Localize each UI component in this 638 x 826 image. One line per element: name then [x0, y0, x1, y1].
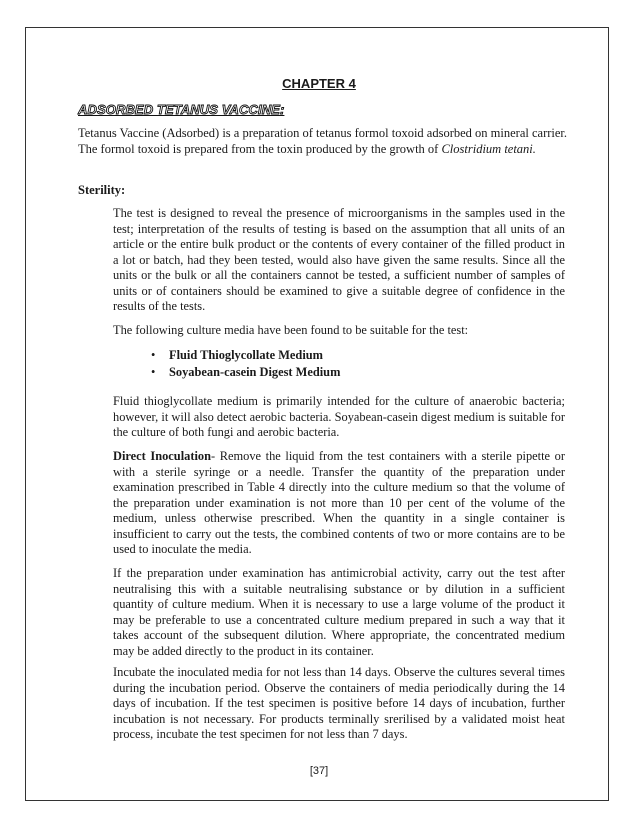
chapter-heading: CHAPTER 4 [282, 76, 356, 91]
sterility-heading: Sterility: [78, 183, 126, 197]
paragraph-purpose: The test is designed to reveal the presence of microorganisms in the samples used in the test; interpretation of the results of testing is based on the assumption that all units of an article or the entire bulk product or the contents of every container of the filled product in a lot or batch, had they been tested, would also have given the same results. Since all the units or the bulk or all the containers cannot be tested, a sufficient number of samples of units or of containers should be examined to give a suitable degree of confidence in the results of the tests. [113, 206, 565, 313]
direct-inoculation-text: - Remove the liquid from the test containers with a sterile pipette or with a sterile syringe or a needle. Transfer the quantity of the preparation under examination prescribed in Table 4 directly into the culture medium so that the volume of the preparation under examination is not more than 10 per cent of the volume of the medium, unless otherwise prescribed. When the quantity in a single container is insufficient to carry out the tests, the combined contents of two or more contains are to be used to inoculate the media. [113, 449, 565, 556]
section-title: ADSORBED TETANUS VACCINE: [78, 102, 285, 117]
intro-text: Tetanus Vaccine (Adsorbed) is a preparation of tetanus formol toxoid adsorbed on mineral carrier. The formol toxoid is prepared from the toxin produced by the growth of [78, 126, 568, 156]
media-label: Fluid Thioglycollate Medium [169, 348, 323, 362]
direct-inoculation-label: Direct Inoculation [113, 449, 211, 463]
bullet-icon: • [151, 364, 156, 379]
media-list [151, 347, 451, 380]
list-item [151, 347, 451, 364]
paragraph-antimicrobial: If the preparation under examination has antimicrobial activity, carry out the test after neutralising this with a suitable neutralising substance or by dilution in a sufficient quantity of culture medium. When it is necessary to use a large volume of the product it may be preferable to use a concentrated culture medium prepared in such a way that it takes account of the subsequent dilution. Where appropriate, the concentrated medium may be added directly to the product in its container. [113, 566, 565, 658]
list-item [151, 364, 451, 381]
bullet-icon: • [151, 348, 156, 362]
paragraph-media-use: Fluid thioglycollate medium is primarily intended for the culture of anaerobic bacteria; however, it will also detect aerobic bacteria. Soyabean-casein digest medium is suitable for the culture of both fungi and aerobic bacteria. [113, 394, 565, 439]
page-number: [37] [309, 765, 329, 777]
organism-name: Clostridium tetani. [441, 141, 536, 156]
media-label: Soyabean-casein Digest Medium [169, 364, 341, 379]
paragraph-direct-inoculation [113, 449, 565, 558]
intro-paragraph [78, 126, 568, 157]
paragraph-incubation: Incubate the inoculated media for not less than 14 days. Observe the cultures several times during the incubation period. Observe the containers of media periodically during the 14 days of incubation. If the test specimen is positive before 14 days of incubation, further incubation is not necessary. For products terminally srerilised by a validated moist heat process, incubate the test specimen for not less than 7 days. [113, 665, 565, 741]
paragraph-media-intro: The following culture media have been found to be suitable for the test: [113, 323, 469, 337]
